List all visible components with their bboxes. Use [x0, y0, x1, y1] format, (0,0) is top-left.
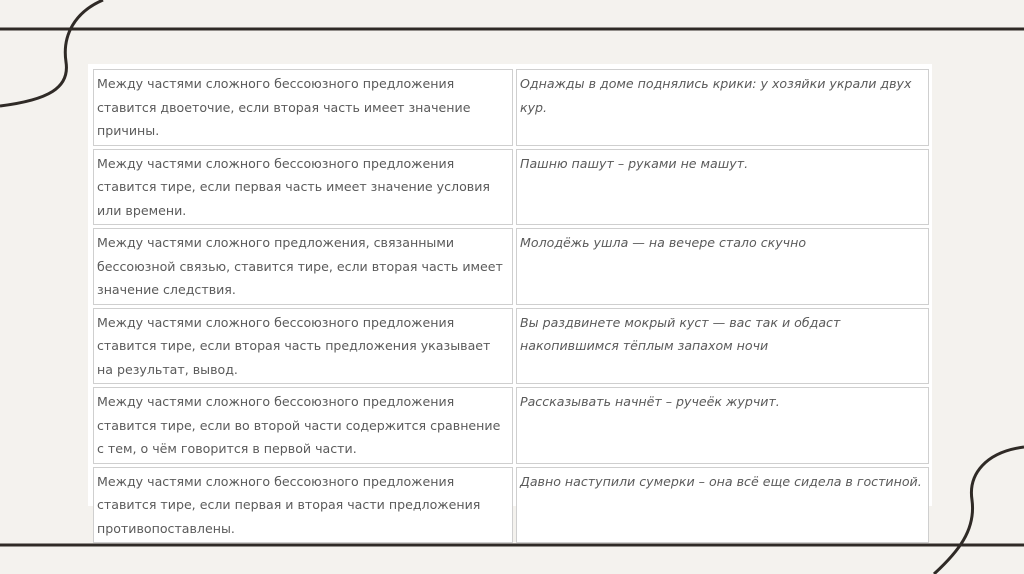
bottom-right-curve	[934, 447, 1024, 574]
example-cell: Однажды в доме поднялись крики: у хозяйки украли двух кур.	[516, 69, 929, 146]
table-row	[93, 467, 929, 544]
rule-cell: Между частями сложного бессоюзного предложения ставится тире, если первая часть имеет значение условия или времени.	[93, 149, 513, 226]
example-cell: Рассказывать начнёт – ручеёк журчит.	[516, 387, 929, 464]
table-row	[93, 228, 929, 305]
example-cell: Давно наступили сумерки – она всё еще сидела в гостиной.	[516, 467, 929, 544]
rule-cell: Между частями сложного бессоюзного предложения ставится тире, если во второй части содержится сравнение с тем, о чём говорится в первой части.	[93, 387, 513, 464]
table-row	[93, 308, 929, 385]
punctuation-rules-table	[90, 66, 932, 546]
example-cell: Молодёжь ушла — на вечере стало скучно	[516, 228, 929, 305]
rule-cell: Между частями сложного бессоюзного предложения ставится тире, если вторая часть предложения указывает на результат, вывод.	[93, 308, 513, 385]
table-row	[93, 387, 929, 464]
example-cell: Вы раздвинете мокрый куст — вас так и обдаст накопившимся тёплым запахом ночи	[516, 308, 929, 385]
rule-cell: Между частями сложного предложения, связанными бессоюзной связью, ставится тире, если вторая часть имеет значение следствия.	[93, 228, 513, 305]
rule-cell: Между частями сложного бессоюзного предложения ставится двоеточие, если вторая часть имеет значение причины.	[93, 69, 513, 146]
rule-cell: Между частями сложного бессоюзного предложения ставится тире, если первая и вторая части предложения противопоставлены.	[93, 467, 513, 544]
example-cell: Пашню пашут – руками не машут.	[516, 149, 929, 226]
table-row	[93, 69, 929, 146]
table-row	[93, 149, 929, 226]
